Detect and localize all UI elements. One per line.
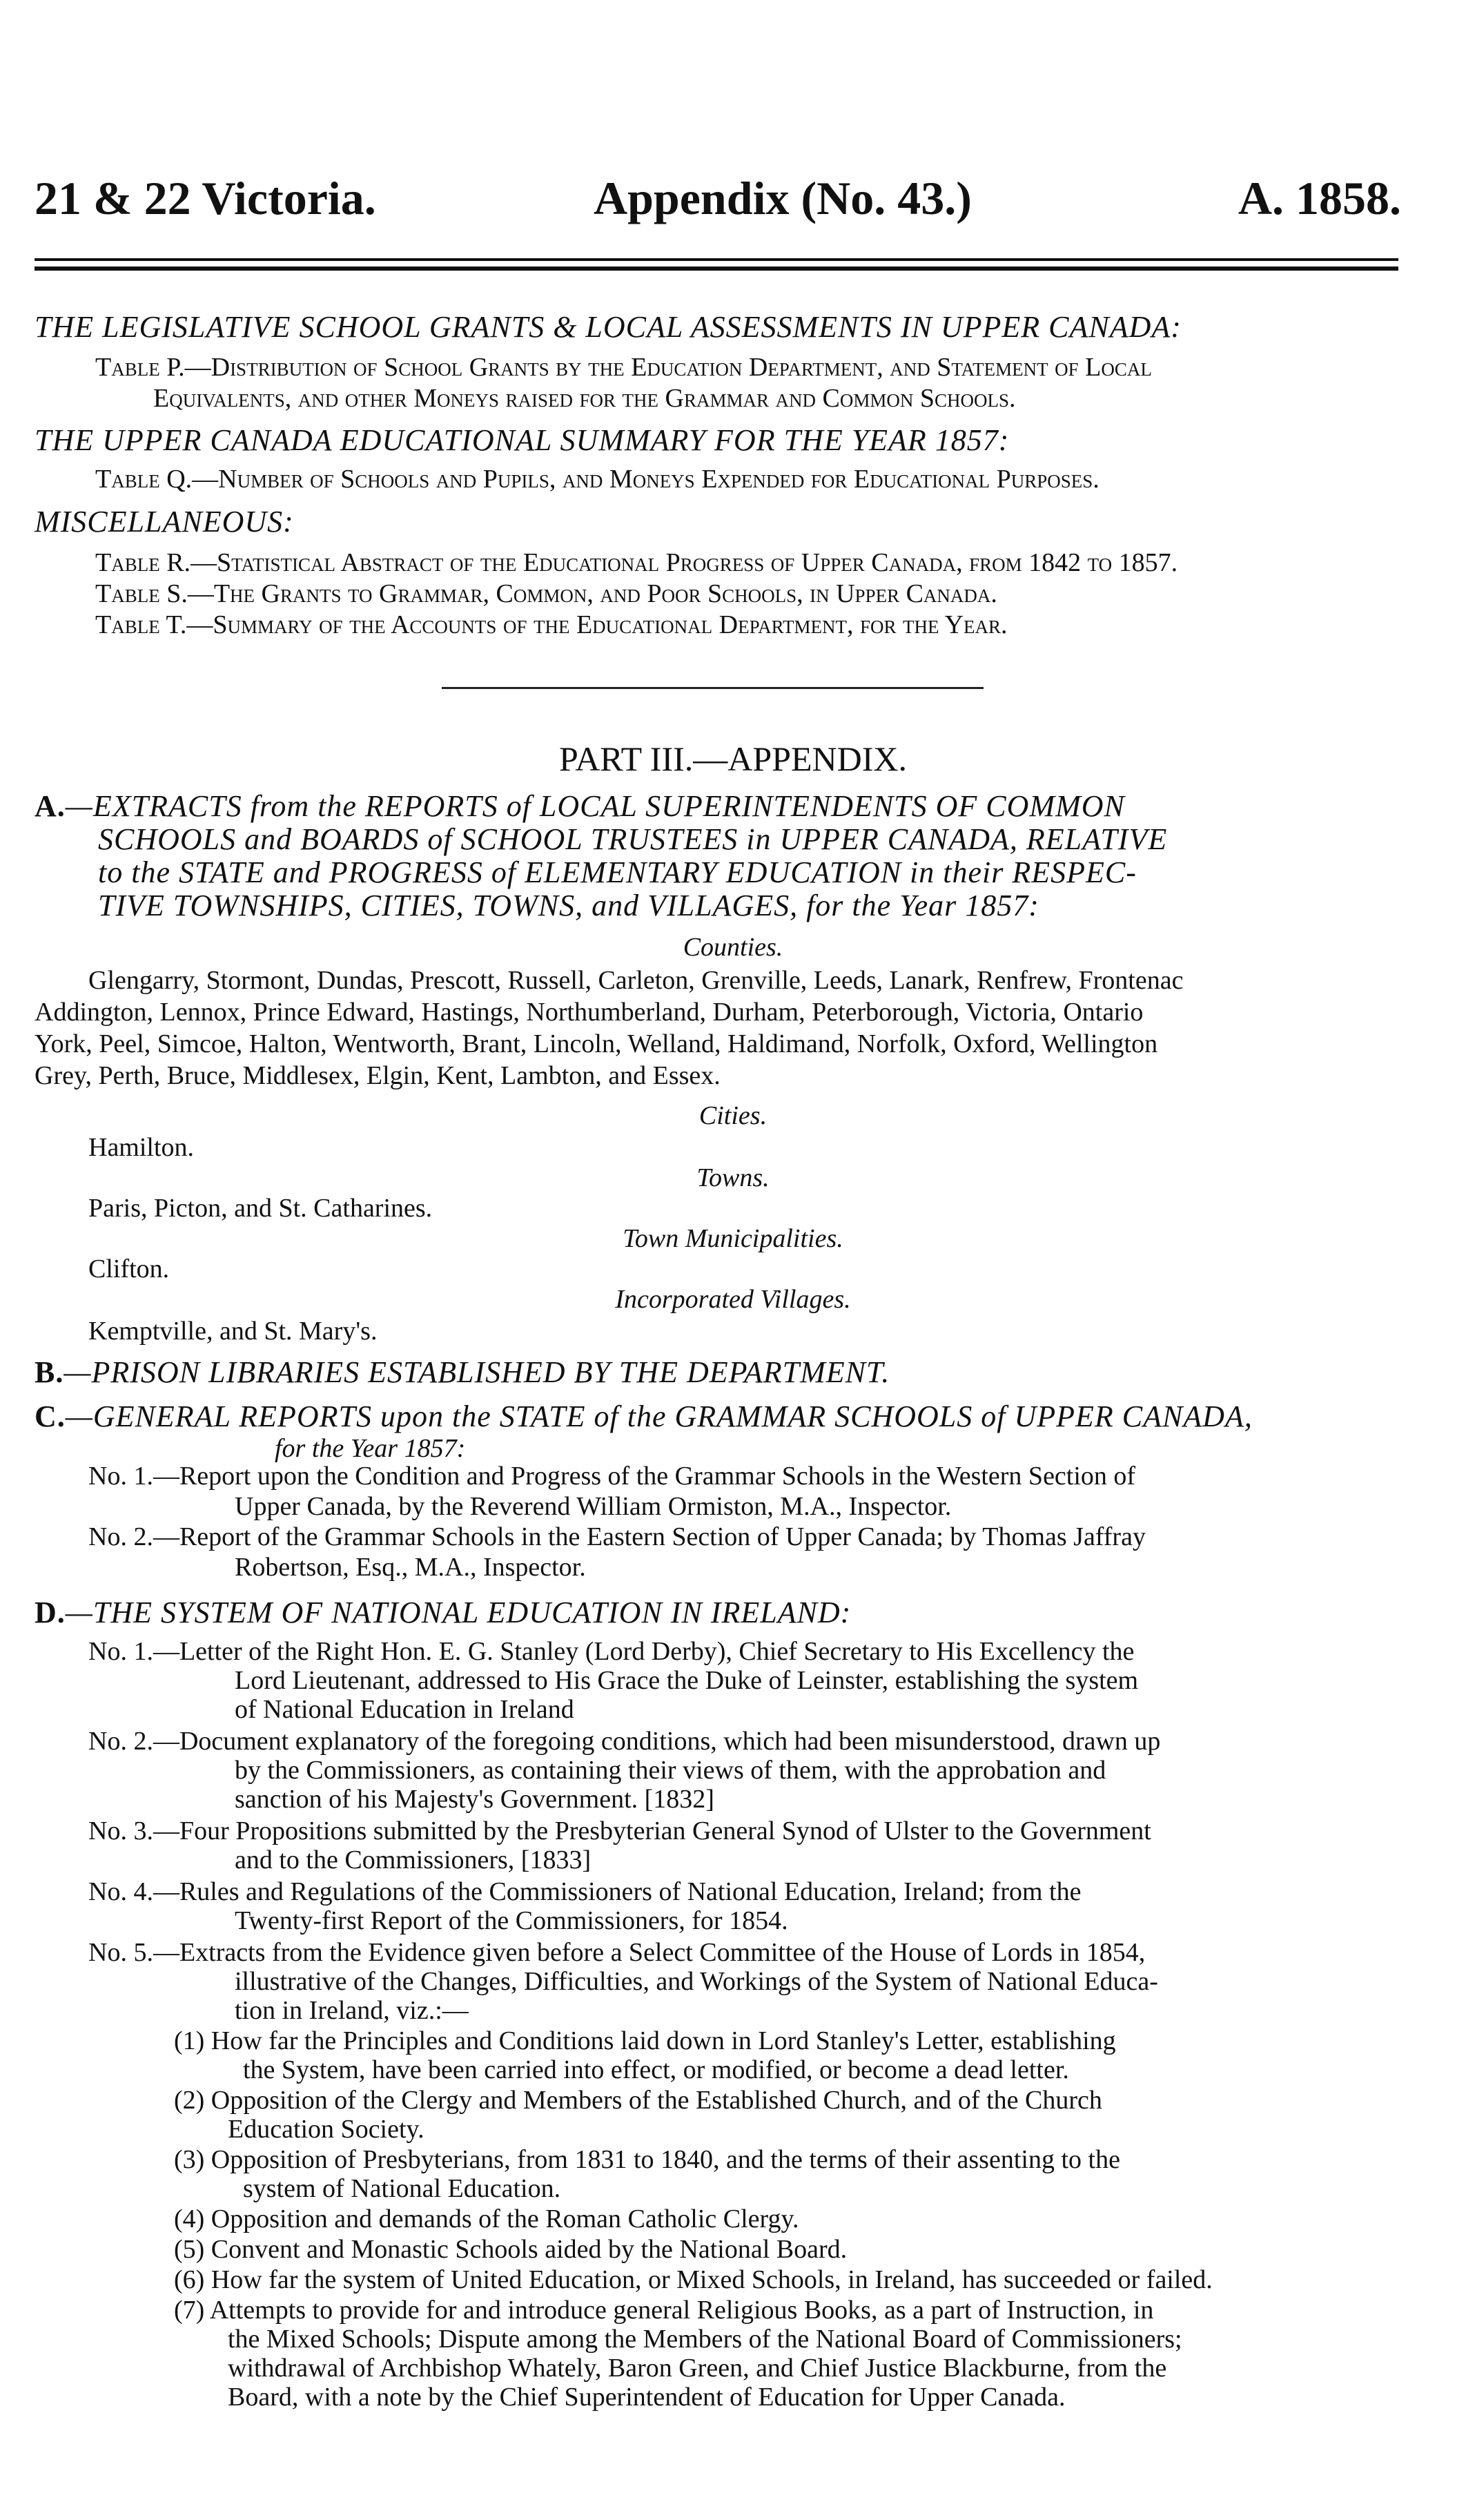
header-rule-thick xyxy=(35,266,1398,271)
town-municipalities-label: Town Municipalities. xyxy=(623,1224,843,1253)
section-d-heading xyxy=(35,1595,851,1630)
section-b-title: —PRISON LIBRARIES ESTABLISHED BY THE DEPARTMENT. xyxy=(63,1355,890,1389)
counties-line-1: Glengarry, Stormont, Dundas, Prescott, Russell, Carleton, Grenville, Leeds, Lanark, Renfrew, Frontenac xyxy=(88,966,1184,995)
section-c-heading xyxy=(35,1399,1253,1434)
cities-label: Cities. xyxy=(698,1101,768,1130)
table-r-line: Table R.—Statistical Abstract of the Educational Progress of Upper Canada, from 1842 to 1857. xyxy=(95,548,1178,577)
c-no1-line-2: Upper Canada, by the Reverend William Ormiston, M.A., Inspector. xyxy=(235,1492,952,1521)
section-d-letter: D. xyxy=(35,1596,66,1629)
table-t-line: Table T.—Summary of the Accounts of the Educational Department, for the Year. xyxy=(95,610,1008,639)
town-municipalities-list: Clifton. xyxy=(88,1254,170,1283)
misc-heading: MISCELLANEOUS: xyxy=(35,505,294,539)
header-rule-thin xyxy=(35,258,1398,261)
counties-line-2: Addington, Lennox, Prince Edward, Hastings, Northumberland, Durham, Peterborough, Victoria, Ontario xyxy=(35,998,1144,1027)
c-no2-line-1: No. 2.—Report of the Grammar Schools in the Eastern Section of Upper Canada; by Thomas Jaffray xyxy=(88,1522,1146,1551)
table-s-line: Table S.—The Grants to Grammar, Common, and Poor Schools, in Upper Canada. xyxy=(95,579,997,608)
header-year: A. 1858. xyxy=(1238,172,1401,224)
d-item-2-line-1: (2) Opposition of the Clergy and Members of the Established Church, and of the Church xyxy=(174,2086,1102,2115)
counties-line-4: Grey, Perth, Bruce, Middlesex, Elgin, Kent, Lambton, and Essex. xyxy=(35,1061,721,1090)
section-a-line-3: to the STATE and PROGRESS of ELEMENTARY EDUCATION in their RESPEC- xyxy=(98,855,1137,889)
page-header xyxy=(35,171,1401,233)
d-item-7-line-1: (7) Attempts to provide for and introduce general Religious Books, as a part of Instruction, in xyxy=(174,2296,1154,2325)
d-no5-line-2: illustrative of the Changes, Difficulties, and Workings of the System of National Educa- xyxy=(235,1967,1158,1996)
table-q-line: Table Q.—Number of Schools and Pupils, and Moneys Expended for Educational Purposes. xyxy=(95,465,1100,494)
section-a-letter: A. xyxy=(35,789,66,823)
d-no3-line-2: and to the Commissioners, [1833] xyxy=(235,1845,592,1874)
d-no1-line-3: of National Education in Ireland xyxy=(235,1695,574,1724)
c-no2-line-2: Robertson, Esq., M.A., Inspector. xyxy=(235,1553,586,1582)
d-item-3-line-2: system of National Education. xyxy=(243,2174,561,2203)
section-b-heading xyxy=(35,1355,890,1390)
section-a-line-4: TIVE TOWNSHIPS, CITIES, TOWNS, and VILLAGES, for the Year 1857: xyxy=(98,889,1039,922)
villages-list: Kemptville, and St. Mary's. xyxy=(88,1317,378,1346)
d-no5-line-1: No. 5.—Extracts from the Evidence given before a Select Committee of the House of Lords in 1854, xyxy=(88,1938,1146,1967)
counties-label: Counties. xyxy=(683,933,783,962)
d-item-1-line-2: the System, have been carried into effect, or modified, or become a dead letter. xyxy=(243,2055,1069,2084)
d-item-7-line-2: the Mixed Schools; Dispute among the Members of the National Board of Commissioners; xyxy=(228,2325,1182,2354)
d-no3-line-1: No. 3.—Four Propositions submitted by the Presbyterian General Synod of Ulster to the Government xyxy=(88,1816,1151,1845)
section-a-title-1: —EXTRACTS from the REPORTS of LOCAL SUPERINTENDENTS OF COMMON xyxy=(65,789,1125,823)
part-title: PART III.—APPENDIX. xyxy=(558,739,907,778)
section-b-letter: B. xyxy=(35,1355,64,1389)
summary-heading: THE UPPER CANADA EDUCATIONAL SUMMARY FOR THE YEAR 1857: xyxy=(35,423,1010,457)
cities-list: Hamilton. xyxy=(88,1133,195,1162)
d-item-4: (4) Opposition and demands of the Roman Catholic Clergy. xyxy=(174,2204,799,2233)
section-c-letter: C. xyxy=(35,1399,66,1433)
d-no2-line-3: sanction of his Majesty's Government. [1832] xyxy=(235,1785,714,1814)
counties-line-3: York, Peel, Simcoe, Halton, Wentworth, Brant, Lincoln, Welland, Haldimand, Norfolk, Oxford, Wellington xyxy=(35,1029,1158,1058)
section-c-title-1: —GENERAL REPORTS upon the STATE of the GRAMMAR SCHOOLS of UPPER CANADA, xyxy=(65,1399,1253,1433)
d-no4-line-1: No. 4.—Rules and Regulations of the Commissioners of National Education, Ireland; from the xyxy=(88,1877,1082,1906)
header-appendix: Appendix (No. 43.) xyxy=(594,172,972,224)
section-a-line-2: SCHOOLS and BOARDS of SCHOOL TRUSTEES in UPPER CANADA, RELATIVE xyxy=(98,822,1168,856)
d-no1-line-1: No. 1.—Letter of the Right Hon. E. G. Stanley (Lord Derby), Chief Secretary to His Excellency the xyxy=(88,1637,1135,1666)
table-p-line-1: Table P.—Distribution of School Grants by the Education Department, and Statement of Local xyxy=(95,353,1152,382)
towns-label: Towns. xyxy=(696,1163,770,1192)
d-no2-line-1: No. 2.—Document explanatory of the foregoing conditions, which had been misunderstood, drawn up xyxy=(88,1727,1161,1756)
section-a-line-1 xyxy=(35,788,1125,824)
header-session: 21 & 22 Victoria. xyxy=(35,172,376,224)
d-item-3-line-1: (3) Opposition of Presbyterians, from 1831 to 1840, and the terms of their assenting to the xyxy=(174,2145,1120,2174)
d-no2-line-2: by the Commissioners, as containing their views of them, with the approbation and xyxy=(235,1756,1106,1785)
grants-heading: THE LEGISLATIVE SCHOOL GRANTS & LOCAL ASSESSMENTS IN UPPER CANADA: xyxy=(35,310,1182,344)
table-p-line-2: Equivalents, and other Moneys raised for the Grammar and Common Schools. xyxy=(153,384,1016,413)
villages-label: Incorporated Villages. xyxy=(615,1285,851,1314)
d-no1-line-2: Lord Lieutenant, addressed to His Grace the Duke of Leinster, establishing the system xyxy=(235,1666,1139,1695)
d-item-7-line-4: Board, with a note by the Chief Superintendent of Education for Upper Canada. xyxy=(228,2383,1066,2412)
towns-list: Paris, Picton, and St. Catharines. xyxy=(88,1194,433,1223)
d-item-5: (5) Convent and Monastic Schools aided by the National Board. xyxy=(174,2235,848,2264)
d-no5-line-3: tion in Ireland, viz.:— xyxy=(235,1996,469,2025)
section-d-title: —THE SYSTEM OF NATIONAL EDUCATION IN IRELAND: xyxy=(65,1596,852,1629)
d-item-7-line-3: withdrawal of Archbishop Whately, Baron Green, and Chief Justice Blackburne, from the xyxy=(228,2354,1167,2383)
section-c-title-2: for the Year 1857: xyxy=(275,1434,466,1463)
d-item-6: (6) How far the system of United Education, or Mixed Schools, in Ireland, has succeeded or failed. xyxy=(174,2265,1213,2294)
d-item-2-line-2: Education Society. xyxy=(228,2115,424,2144)
d-no4-line-2: Twenty-first Report of the Commissioners, for 1854. xyxy=(235,1906,788,1935)
section-divider xyxy=(442,687,984,689)
c-no1-line-1: No. 1.—Report upon the Condition and Progress of the Grammar Schools in the Western Section of xyxy=(88,1462,1136,1491)
d-item-1-line-1: (1) How far the Principles and Conditions laid down in Lord Stanley's Letter, establishing xyxy=(174,2026,1116,2055)
